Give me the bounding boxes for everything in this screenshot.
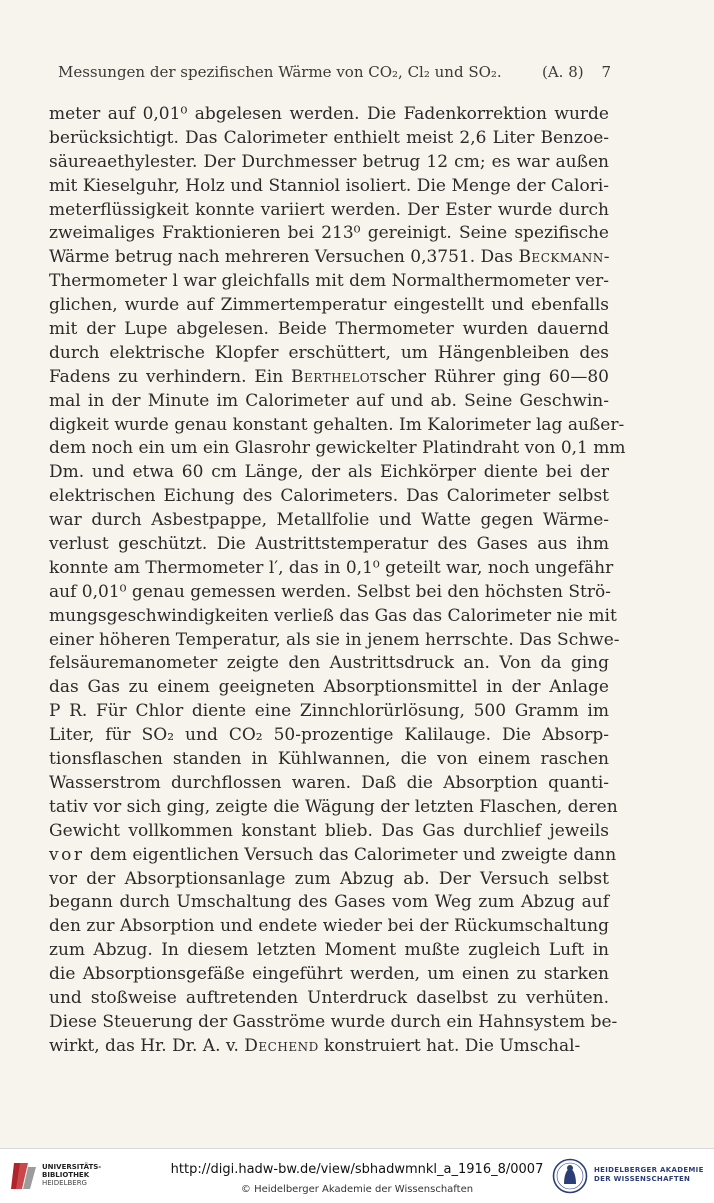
text-segment: meterflüssigkeit konnte variiert werden. Der Ester wurde durch	[49, 199, 609, 220]
text-line	[49, 175, 609, 199]
text-line	[49, 1035, 609, 1059]
text-line	[49, 485, 609, 509]
text-line	[49, 700, 609, 724]
academy-name	[594, 1166, 704, 1184]
text-segment: mit Kieselguhr, Holz und Stanniol isoliert. Die Menge der Calori-	[49, 175, 609, 196]
text-line	[49, 581, 609, 605]
text-segment: verlust geschützt. Die Austrittstemperatur des Gases aus ihm	[49, 534, 609, 555]
academy-line-1: HEIDELBERGER AKADEMIE	[594, 1166, 704, 1174]
text-line	[49, 366, 609, 390]
permalink-url[interactable]: http://digi.hadw-bw.de/view/sbhadwmnkl_a_1916_8/0007	[170, 1162, 544, 1177]
text-segment: mungsgeschwindigkeiten verließ das Gas das Calorimeter nie mit	[49, 605, 617, 626]
text-segment: die Absorptionsgefäße eingeführt werden, um einen zu starken	[49, 964, 609, 985]
header-title: Messungen der spezifischen Wärme von CO₂, Cl₂ und SO₂.	[58, 63, 502, 81]
university-line-3: HEIDELBERG	[42, 1179, 87, 1187]
text-segment: P R. Für Chlor diente eine Zinnchlorürlösung, 500 Gramm im	[49, 701, 609, 722]
text-line	[49, 199, 609, 223]
text-line	[49, 796, 618, 820]
text-line	[49, 629, 620, 653]
text-segment: -	[603, 247, 610, 268]
text-line	[49, 270, 609, 294]
text-line	[49, 748, 609, 772]
small-caps-name: Berthelot	[291, 366, 379, 387]
text-line	[49, 987, 609, 1011]
text-segment: vor der Absorptionsanlage zum Abzug ab. Der Versuch selbst	[49, 868, 609, 889]
text-line	[49, 390, 609, 414]
text-segment: tativ vor sich ging, zeigte die Wägung der letzten Flaschen, deren	[49, 796, 618, 817]
text-line	[49, 652, 609, 676]
academy-seal-icon	[552, 1158, 588, 1194]
text-segment: und stoßweise auftretenden Unterdruck daselbst zu verhüten.	[49, 987, 609, 1008]
text-line	[49, 318, 609, 342]
text-line	[49, 1011, 618, 1035]
text-line	[49, 103, 609, 127]
text-segment: durch elektrische Klopfer erschüttert, um Hängenbleiben des	[49, 342, 609, 363]
text-line	[49, 844, 617, 868]
small-caps-name: Dechend	[244, 1035, 319, 1056]
text-segment: felsäuremanometer zeigte den Austrittsdruck an. Von da ging	[49, 653, 609, 674]
text-segment: dem eigentlichen Versuch das Calorimeter und zweigte dann	[84, 844, 617, 865]
text-segment: das Gas zu einem geeigneten Absorptionsmittel in der Anlage	[49, 677, 609, 698]
text-line	[49, 461, 609, 485]
small-caps-name: Beckmann	[518, 247, 604, 268]
text-line	[49, 414, 625, 438]
text-segment: dem noch ein um ein Glasrohr gewickelter Platindraht von 0,1 mm	[49, 438, 626, 459]
text-line	[49, 939, 609, 963]
text-line	[49, 222, 609, 246]
text-segment: konstruiert hat. Die Umschal-	[318, 1035, 581, 1056]
text-segment: Wasserstrom durchflossen waren. Daß die Absorption quanti-	[49, 772, 609, 793]
footer-bar	[0, 1148, 714, 1203]
text-segment: den zur Absorption und endete wieder bei der Rückumschaltung	[49, 916, 609, 937]
text-segment: Fadens zu verhindern. Ein	[49, 366, 292, 387]
body-text	[49, 103, 626, 1059]
text-segment: zum Abzug. In diesem letzten Moment mußte zugleich Luft in	[49, 940, 609, 961]
text-segment: Dm. und etwa 60 cm Länge, der als Eichkörper diente bei der	[49, 462, 609, 483]
text-segment: Thermometer l war gleichfalls mit dem Normalthermometer ver-	[49, 271, 609, 292]
text-segment: Diese Steuerung der Gasströme wurde durch ein Hahnsystem be-	[49, 1011, 618, 1032]
text-segment: zweimaliges Fraktionieren bei 213⁰ gereinigt. Seine spezifische	[49, 223, 609, 244]
running-header	[58, 63, 611, 87]
text-segment: mit der Lupe abgelesen. Beide Thermometer wurden dauernd	[49, 319, 609, 340]
university-line-1: UNIVERSITÄTS-	[42, 1163, 102, 1171]
text-line	[49, 294, 609, 318]
text-segment: Liter, für SO₂ und CO₂ 50-prozentige Kalilauge. Die Absorp-	[49, 725, 609, 746]
text-segment: konnte am Thermometer l′, das in 0,1⁰ geteilt war, noch ungefähr	[49, 557, 614, 578]
text-line	[49, 891, 609, 915]
text-line	[49, 437, 626, 461]
text-segment: Gewicht vollkommen konstant blieb. Das Gas durchlief jeweils	[49, 820, 609, 841]
text-segment: berücksichtigt. Das Calorimeter enthielt meist 2,6 Liter Benzoe-	[49, 127, 609, 148]
text-line	[49, 820, 609, 844]
text-line	[49, 533, 609, 557]
copyright-notice: © Heidelberger Akademie der Wissenschaften	[240, 1184, 474, 1195]
text-segment: digkeit wurde genau konstant gehalten. Im Kalorimeter lag außer-	[49, 414, 625, 435]
text-segment: scher Rührer ging 60—80	[378, 366, 609, 387]
text-segment: begann durch Umschaltung des Gases vom Weg zum Abzug auf	[49, 892, 609, 913]
text-line	[49, 151, 609, 175]
text-segment: säureaethylester. Der Durchmesser betrug 12 cm; es war außen	[49, 151, 609, 172]
text-segment: Wärme betrug nach mehreren Versuchen 0,3751. Das	[49, 247, 519, 268]
text-line	[49, 868, 609, 892]
text-line	[49, 724, 609, 748]
text-segment: mal in der Minute im Calorimeter auf und ab. Seine Geschwin-	[49, 390, 609, 411]
text-segment: auf 0,01⁰ genau gemessen werden. Selbst bei den höchsten Strö-	[49, 581, 611, 602]
text-line	[49, 676, 609, 700]
text-line	[49, 246, 609, 270]
text-line	[49, 605, 617, 629]
text-line	[49, 509, 609, 533]
text-segment: wirkt, das Hr. Dr. A. v.	[49, 1035, 245, 1056]
text-line	[49, 342, 609, 366]
text-segment: tionsflaschen standen in Kühlwannen, die von einem raschen	[49, 749, 609, 770]
university-line-2: BIBLIOTHEK	[42, 1171, 90, 1179]
text-line	[49, 963, 609, 987]
text-line	[49, 915, 609, 939]
page-number: 7	[601, 63, 611, 81]
text-line	[49, 127, 609, 151]
text-segment: meter auf 0,01⁰ abgelesen werden. Die Fadenkorrektion wurde	[49, 104, 609, 124]
text-segment: war durch Asbestpappe, Metallfolie und Watte gegen Wärme-	[49, 510, 609, 531]
text-segment: glichen, wurde auf Zimmertemperatur eingestellt und ebenfalls	[49, 295, 609, 316]
text-line	[49, 557, 614, 581]
text-segment: einer höheren Temperatur, als sie in jenem herrschte. Das Schwe-	[49, 629, 620, 650]
spaced-emphasis: vor	[49, 844, 85, 865]
academy-line-2: DER WISSENSCHAFTEN	[594, 1175, 691, 1183]
text-line	[49, 772, 609, 796]
header-section: (A. 8)	[542, 63, 584, 81]
text-segment: elektrischen Eichung des Calorimeters. Das Calorimeter selbst	[49, 486, 609, 507]
